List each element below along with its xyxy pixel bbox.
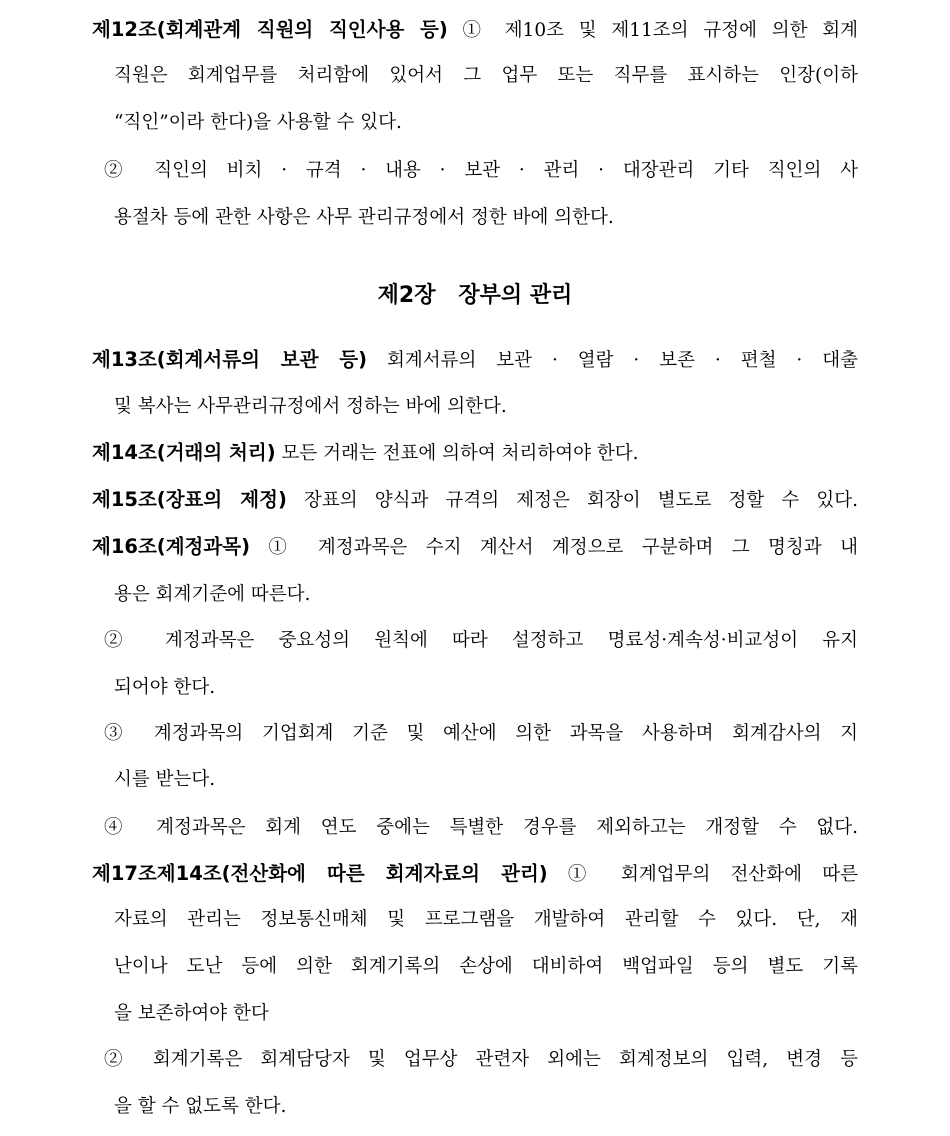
article-13-line-2: 및 복사는 사무관리규정에서 정하는 바에 의한다. — [114, 396, 507, 417]
article-15-heading: 제15조(장표의 제정) — [92, 488, 287, 511]
article-15-text: 장표의 양식과 규격의 제정은 회장이 별도로 정할 수 있다. — [304, 490, 859, 511]
article-16-para-3-line-2: 시를 받는다. — [114, 769, 216, 790]
article-12-para-2-line-1: ② 직인의 비치 · 규격 · 내용 · 보관 · 관리 · 대장관리 기타 직인의 사 — [104, 160, 858, 181]
article-17-line-4: 을 보존하여야 한다 — [114, 1003, 269, 1024]
chapter-title: 제2장 장부의 관리 — [377, 283, 573, 308]
article-16-para-3-line-1: ③ 계정과목의 기업회계 기준 및 예산에 의한 과목을 사용하며 회계감사의 지 — [104, 723, 858, 744]
article-13-heading: 제13조(회계서류의 보관 등) — [92, 348, 368, 371]
article-15-line-1 — [92, 487, 858, 514]
article-14-heading: 제14조(거래의 처리) — [92, 441, 276, 464]
article-17-heading: 제17조제14조(전산화에 따른 회계자료의 관리) — [92, 862, 548, 885]
article-17-para-2-line-1: ② 회계기록은 회계담당자 및 업무상 관련자 외에는 회계정보의 입력, 변경 등 — [104, 1049, 858, 1070]
article-16-para-4-line-1: ④ 계정과목은 회계 연도 중에는 특별한 경우를 제외하고는 개정할 수 없다. — [104, 817, 858, 838]
article-16-text: ① 계정과목은 수지 계산서 계정으로 구분하며 그 명칭과 내 — [268, 537, 858, 558]
article-12-line-3: “직인”이라 한다)을 사용할 수 있다. — [114, 112, 402, 133]
article-13-line-1 — [92, 347, 858, 374]
article-12-text: ① 제10조 및 제11조의 규정에 의한 회계 — [462, 20, 858, 41]
article-17-text: ① 회계업무의 전산화에 따른 — [567, 864, 858, 885]
article-13-text: 회계서류의 보관 · 열람 · 보존 · 편철 · 대출 — [386, 350, 858, 371]
article-17-para-2-line-2: 을 할 수 없도록 한다. — [114, 1096, 287, 1117]
article-12-para-2-line-2: 용절차 등에 관한 사항은 사무 관리규정에서 정한 바에 의한다. — [114, 207, 614, 228]
article-16-para-2-line-1: ② 계정과목은 중요성의 원칙에 따라 설정하고 명료성·계속성·비교성이 유지 — [104, 630, 858, 651]
article-12-heading: 제12조(회계관계 직원의 직인사용 등) — [92, 18, 448, 41]
article-16-para-2-line-2: 되어야 한다. — [114, 677, 216, 698]
article-17-line-3: 난이나 도난 등에 의한 회계기록의 손상에 대비하여 백업파일 등의 별도 기록 — [114, 956, 858, 977]
article-17-line-2: 자료의 관리는 정보통신매체 및 프로그램을 개발하여 관리할 수 있다. 단, 재 — [114, 909, 858, 930]
article-16-heading: 제16조(계정과목) — [92, 535, 250, 558]
article-16-line-2: 용은 회계기준에 따른다. — [114, 584, 311, 605]
article-16-line-1 — [92, 534, 858, 561]
article-12-line-1 — [92, 17, 858, 44]
article-12-line-2: 직원은 회계업무를 처리함에 있어서 그 업무 또는 직무를 표시하는 인장(이하 — [114, 65, 858, 86]
article-14-text: 모든 거래는 전표에 의하여 처리하여야 한다. — [281, 443, 639, 464]
article-14-line-1 — [92, 440, 858, 467]
article-17-line-1 — [92, 861, 858, 888]
